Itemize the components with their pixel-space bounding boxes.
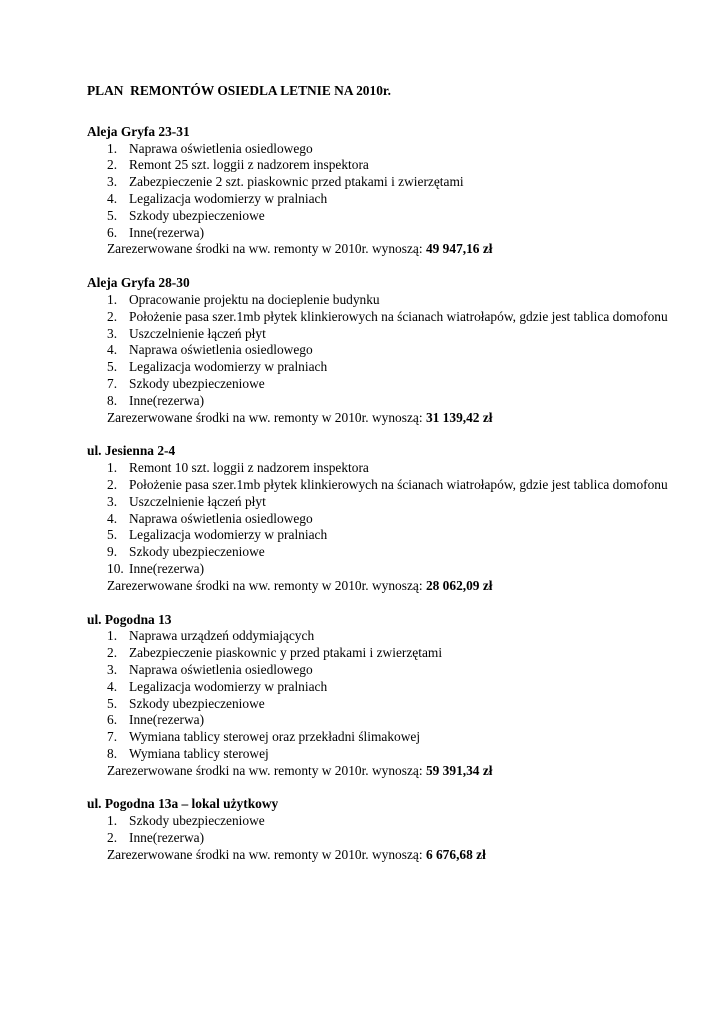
reserved-funds-line — [87, 847, 687, 864]
list-item — [87, 460, 687, 477]
item-text: Szkody ubezpieczeniowe — [129, 695, 265, 711]
list-item — [87, 679, 687, 696]
item-text: Szkody ubezpieczeniowe — [129, 813, 265, 829]
reserved-funds-label: Zarezerwowane środki na ww. remonty w 2010r. wynoszą: — [107, 846, 426, 862]
item-number: 4. — [107, 342, 118, 358]
sections-container — [87, 124, 687, 864]
item-text: Legalizacja wodomierzy w pralniach — [129, 190, 328, 206]
reserved-funds-label: Zarezerwowane środki na ww. remonty w 2010r. wynoszą: — [107, 409, 426, 425]
item-number: 1. — [107, 628, 118, 644]
section-heading: ul. Pogodna 13a – lokal użytkowy — [87, 796, 279, 812]
section-heading: Aleja Gryfa 23-31 — [87, 123, 190, 139]
item-text: Legalizacja wodomierzy w pralniach — [129, 527, 328, 543]
reserved-funds-amount: 6 676,68 zł — [425, 846, 486, 862]
item-number: 2. — [107, 830, 118, 846]
item-text: Legalizacja wodomierzy w pralniach — [129, 359, 328, 375]
item-number: 3. — [107, 325, 118, 341]
item-text: Naprawa oświetlenia osiedlowego — [129, 510, 313, 526]
list-item — [87, 729, 687, 746]
item-number: 8. — [107, 392, 118, 408]
item-text: Położenie pasa szer.1mb płytek klinkierowych na ścianach wiatrołapów, gdzie jest tablica domofonu — [129, 308, 668, 324]
item-number: 2. — [107, 476, 118, 492]
list-item — [87, 830, 687, 847]
item-text: Szkody ubezpieczeniowe — [129, 544, 265, 560]
item-number: 1. — [107, 460, 118, 476]
item-number: 3. — [107, 174, 118, 190]
item-number: 6. — [107, 712, 118, 728]
reserved-funds-line — [87, 410, 687, 427]
section-heading: Aleja Gryfa 28-30 — [87, 275, 190, 291]
list-item — [87, 157, 687, 174]
item-number: 7. — [107, 375, 118, 391]
list-item — [87, 494, 687, 511]
item-text: Szkody ubezpieczeniowe — [129, 207, 265, 223]
item-text: Legalizacja wodomierzy w pralniach — [129, 678, 328, 694]
reserved-funds-label: Zarezerwowane środki na ww. remonty w 2010r. wynoszą: — [107, 577, 426, 593]
item-number: 5. — [107, 695, 118, 711]
list-item — [87, 141, 687, 158]
item-text: Inne(rezerwa) — [129, 712, 205, 728]
task-list — [87, 141, 687, 242]
list-item — [87, 746, 687, 763]
item-text: Zabezpieczenie 2 szt. piaskownic przed ptakami i zwierzętami — [129, 174, 464, 190]
item-number: 8. — [107, 745, 118, 761]
reserved-funds-line — [87, 241, 687, 258]
document-page — [87, 83, 687, 881]
reserved-funds-amount: 49 947,16 zł — [425, 241, 493, 257]
list-item — [87, 292, 687, 309]
list-item — [87, 696, 687, 713]
reserved-funds-label: Zarezerwowane środki na ww. remonty w 2010r. wynoszą: — [107, 762, 426, 778]
item-number: 3. — [107, 493, 118, 509]
item-text: Opracowanie projektu na docieplenie budynku — [129, 291, 380, 307]
list-item — [87, 326, 687, 343]
item-text: Inne(rezerwa) — [129, 830, 205, 846]
renovation-section — [87, 124, 687, 258]
item-text: Uszczelnienie łączeń płyt — [129, 493, 266, 509]
item-number: 4. — [107, 190, 118, 206]
item-text: Naprawa oświetlenia osiedlowego — [129, 342, 313, 358]
item-number: 2. — [107, 645, 118, 661]
item-text: Wymiana tablicy sterowej — [129, 745, 269, 761]
list-item — [87, 225, 687, 242]
item-text: Położenie pasa szer.1mb płytek klinkierowych na ścianach wiatrołapów, gdzie jest tablica domofonu — [129, 476, 668, 492]
item-text: Inne(rezerwa) — [129, 560, 205, 576]
item-text: Naprawa oświetlenia osiedlowego — [129, 140, 313, 156]
list-item — [87, 208, 687, 225]
task-list — [87, 628, 687, 762]
item-text: Szkody ubezpieczeniowe — [129, 375, 265, 391]
item-text: Naprawa urządzeń oddymiających — [129, 628, 315, 644]
list-item — [87, 645, 687, 662]
reserved-funds-line — [87, 578, 687, 595]
item-text: Remont 10 szt. loggii z nadzorem inspektora — [129, 460, 369, 476]
list-item — [87, 309, 687, 326]
renovation-section — [87, 275, 687, 426]
item-text: Naprawa oświetlenia osiedlowego — [129, 661, 313, 677]
item-text: Inne(rezerwa) — [129, 224, 205, 240]
item-number: 4. — [107, 678, 118, 694]
list-item — [87, 527, 687, 544]
section-heading: ul. Pogodna 13 — [87, 611, 172, 627]
item-number: 5. — [107, 359, 118, 375]
list-item — [87, 662, 687, 679]
reserved-funds-line — [87, 763, 687, 780]
item-number: 9. — [107, 544, 118, 560]
list-item — [87, 712, 687, 729]
task-list — [87, 460, 687, 578]
item-text: Wymiana tablicy sterowej oraz przekładni ślimakowej — [129, 729, 421, 745]
item-number: 10. — [107, 560, 124, 576]
list-item — [87, 191, 687, 208]
list-item — [87, 628, 687, 645]
item-number: 1. — [107, 140, 118, 156]
item-number: 1. — [107, 291, 118, 307]
task-list — [87, 813, 687, 847]
list-item — [87, 544, 687, 561]
item-number: 3. — [107, 661, 118, 677]
item-number: 7. — [107, 729, 118, 745]
item-text: Uszczelnienie łączeń płyt — [129, 325, 266, 341]
list-item — [87, 477, 687, 494]
list-item — [87, 561, 687, 578]
list-item — [87, 813, 687, 830]
item-number: 6. — [107, 224, 118, 240]
renovation-section — [87, 612, 687, 780]
item-number: 5. — [107, 207, 118, 223]
reserved-funds-amount: 31 139,42 zł — [425, 409, 493, 425]
reserved-funds-label: Zarezerwowane środki na ww. remonty w 2010r. wynoszą: — [107, 241, 426, 257]
item-number: 2. — [107, 308, 118, 324]
document-title: PLAN REMONTÓW OSIEDLA LETNIE NA 2010r. — [87, 83, 391, 98]
list-item — [87, 359, 687, 376]
item-number: 4. — [107, 510, 118, 526]
reserved-funds-amount: 28 062,09 zł — [425, 577, 493, 593]
item-number: 1. — [107, 813, 118, 829]
list-item — [87, 342, 687, 359]
task-list — [87, 292, 687, 410]
list-item — [87, 376, 687, 393]
item-number: 2. — [107, 157, 118, 173]
renovation-section — [87, 796, 687, 863]
list-item — [87, 511, 687, 528]
section-heading: ul. Jesienna 2-4 — [87, 443, 176, 459]
renovation-section — [87, 443, 687, 594]
reserved-funds-amount: 59 391,34 zł — [425, 762, 493, 778]
item-text: Remont 25 szt. loggii z nadzorem inspektora — [129, 157, 369, 173]
list-item — [87, 393, 687, 410]
item-text: Zabezpieczenie piaskownic y przed ptakami i zwierzętami — [129, 645, 443, 661]
item-text: Inne(rezerwa) — [129, 392, 205, 408]
list-item — [87, 174, 687, 191]
item-number: 5. — [107, 527, 118, 543]
